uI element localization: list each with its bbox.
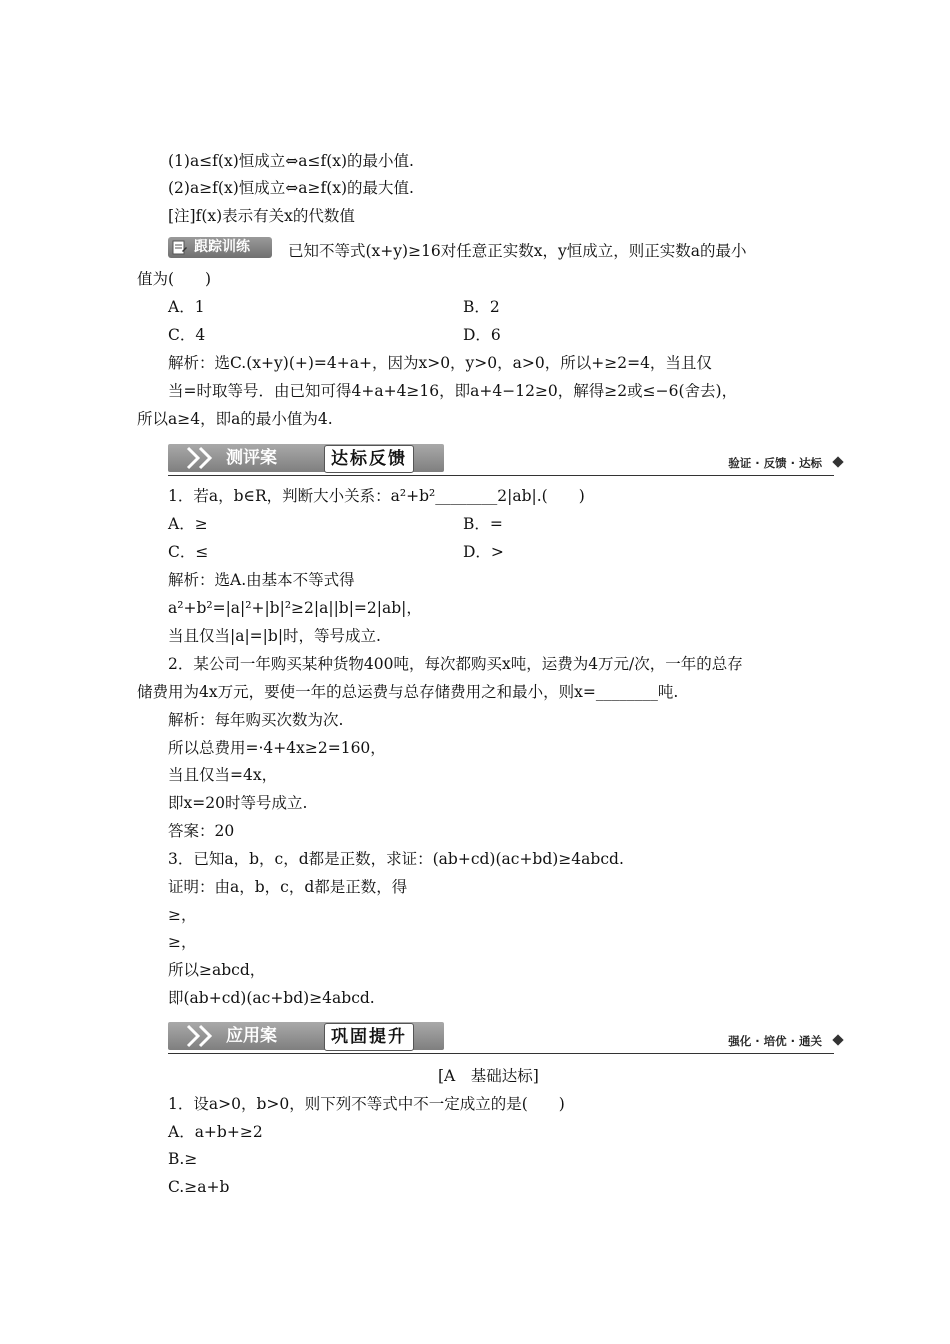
problem-2-analysis-4: 即x=20时等号成立. [168, 794, 308, 812]
problem-1-option-c: C．≤ [168, 543, 209, 561]
problem-1-option-d: D．> [463, 543, 504, 561]
problem-1: 1．若a，b∈R，判断大小关系：a²+b²________2|ab|.( ) [168, 487, 585, 505]
banner-title: 应用案 [226, 1026, 277, 1046]
problem-3-proof-2: ≥， [168, 906, 197, 924]
problem-1-analysis-3: 当且仅当|a|=|b|时，等号成立. [168, 627, 381, 645]
level-a-heading: [A 基础达标] [438, 1067, 539, 1085]
banner-subtitle: 巩固提升 [324, 1023, 414, 1051]
diamond-icon [832, 1034, 843, 1045]
track-practice-tag [168, 237, 272, 258]
intro-line-2: (2)a≥f(x)恒成立⇔a≥f(x)的最大值. [168, 179, 414, 197]
level-a-option-b: B.≥ [168, 1150, 198, 1168]
problem-2-line-1: 2．某公司一年购买某种货物400吨，每次都购买x吨，运费为4万元/次，一年的总存 [168, 655, 743, 673]
banner-right-tags: 强化 · 培优 · 通关 [728, 1034, 822, 1048]
problem-1-analysis-2: a²+b²=|a|²+|b|²≥2|a||b|=2|ab|， [168, 599, 422, 617]
track-analysis-line-3: 所以a≥4，即a的最小值为4. [137, 410, 333, 428]
problem-2-analysis-1: 解析：每年购买次数为次. [168, 711, 344, 729]
notebook-icon [172, 240, 188, 255]
problem-3-proof-3: ≥， [168, 933, 197, 951]
intro-line-1: (1)a≤f(x)恒成立⇔a≤f(x)的最小值. [168, 152, 414, 170]
problem-3-proof-1: 证明：由a，b，c，d都是正数，得 [168, 878, 408, 896]
banner-subtitle: 达标反馈 [324, 445, 414, 473]
problem-2-line-2: 储费用为4x万元，要使一年的总运费与总存储费用之和最小，则x=________吨. [137, 683, 679, 701]
track-question-line-1: 已知不等式(x+y)≥16对任意正实数x，y恒成立，则正实数a的最小 [288, 242, 747, 260]
double-chevron-icon [186, 446, 220, 470]
banner-title: 测评案 [226, 448, 277, 468]
track-question-line-2: 值为( ) [137, 270, 212, 288]
problem-1-option-a: A．≥ [168, 515, 208, 533]
section-banner-evaluation [168, 444, 842, 484]
track-option-d: D．6 [463, 326, 501, 344]
problem-3: 3．已知a，b，c，d都是正数，求证：(ab+cd)(ac+bd)≥4abcd. [168, 850, 624, 868]
track-tag-label: 跟踪训练 [194, 239, 250, 255]
diamond-icon [832, 456, 843, 467]
problem-2-answer: 答案：20 [168, 822, 235, 840]
level-a-option-a: A．a+b+≥2 [168, 1123, 263, 1141]
banner-rule [168, 1053, 834, 1054]
banner-right-tags: 验证 · 反馈 · 达标 [728, 456, 822, 470]
level-a-option-c: C.≥a+b [168, 1178, 230, 1196]
problem-3-proof-4: 所以≥abcd， [168, 961, 266, 979]
track-analysis-line-2: 当=时取等号．由已知可得4+a+4≥16，即a+4−12≥0，解得≥2或≤−6(舍去)， [168, 382, 738, 400]
double-chevron-icon [186, 1024, 220, 1048]
track-option-c: C．4 [168, 326, 206, 344]
problem-3-proof-5: 即(ab+cd)(ac+bd)≥4abcd. [168, 989, 375, 1007]
track-option-b: B．2 [463, 298, 500, 316]
intro-note: [注]f(x)表示有关x的代数值 [168, 207, 355, 225]
section-banner-application [168, 1022, 842, 1062]
banner-rule [168, 475, 834, 476]
problem-1-analysis-1: 解析：选A.由基本不等式得 [168, 571, 355, 589]
problem-2-analysis-2: 所以总费用=·4+4x≥2=160， [168, 739, 386, 757]
track-option-a: A．1 [168, 298, 205, 316]
problem-1-option-b: B．= [463, 515, 503, 533]
level-a-problem-1: 1．设a>0，b>0，则下列不等式中不一定成立的是( ) [168, 1095, 565, 1113]
track-analysis-line-1: 解析：选C.(x+y)(+)=4+a+，因为x>0，y>0，a>0，所以+≥2=4，当且仅 [168, 354, 712, 372]
problem-2-analysis-3: 当且仅当=4x， [168, 766, 278, 784]
